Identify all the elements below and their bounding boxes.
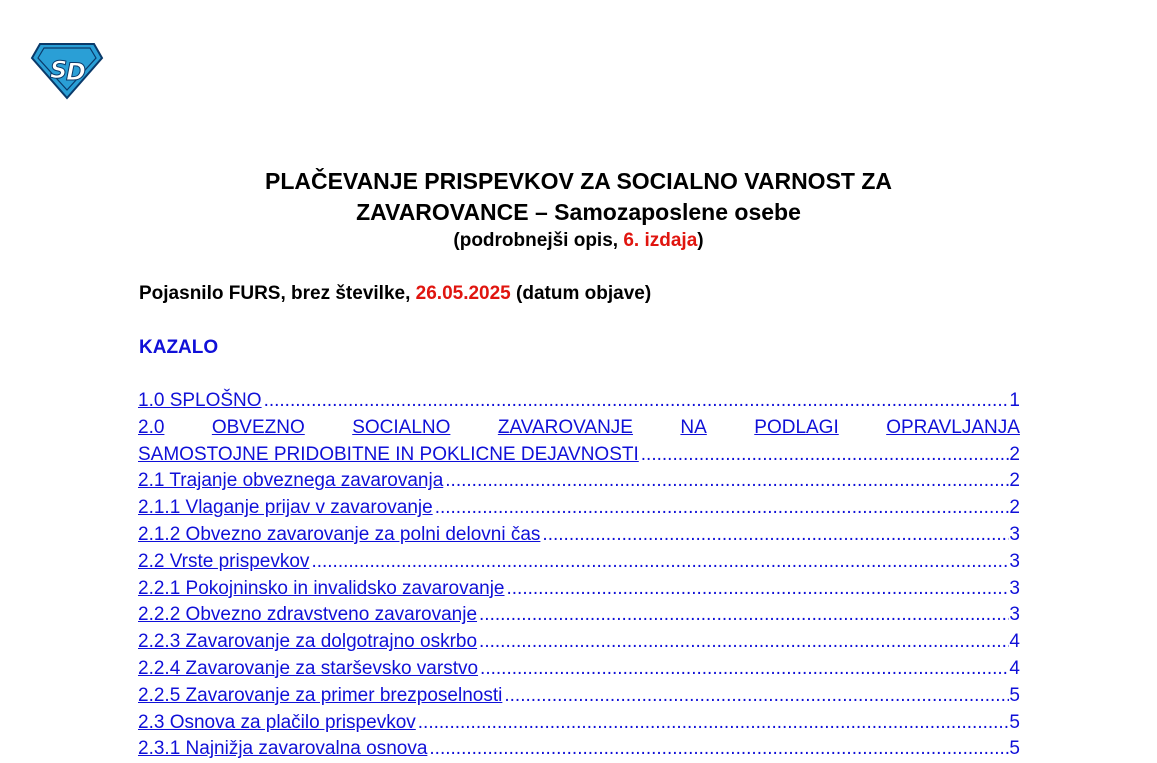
- toc-entry[interactable]: [138, 549, 1020, 576]
- toc-link[interactable]: SAMOSTOJNE PRIDOBITNE IN POKLICNE DEJAVNOSTI: [138, 443, 639, 465]
- toc-page-number: 2: [1009, 470, 1020, 492]
- toc-leader-dots: [507, 576, 1010, 603]
- logo-icon: [30, 40, 104, 100]
- toc-page-number: 4: [1009, 631, 1020, 653]
- toc-page-number: 3: [1009, 550, 1020, 572]
- toc-page-number: 1: [1009, 390, 1020, 411]
- toc-page-number: 5: [1009, 738, 1020, 760]
- toc-link[interactable]: 2.1.2 Obvezno zavarovanje za polni delovni čas: [138, 523, 541, 545]
- toc-word[interactable]: PODLAGI: [754, 416, 839, 438]
- toc-leader-dots: [445, 468, 1009, 495]
- toc-leader-dots: [429, 736, 1009, 763]
- toc-leader-dots: [641, 442, 1010, 469]
- toc-link[interactable]: 2.1.1 Vlaganje prijav v zavarovanje: [138, 497, 433, 519]
- toc-link[interactable]: 2.3 Osnova za plačilo prispevkov: [138, 711, 416, 733]
- toc-heading: KAZALO: [139, 337, 219, 358]
- toc-page-number: 3: [1009, 523, 1020, 545]
- toc-entry[interactable]: [138, 656, 1020, 683]
- svg-text:D: D: [66, 58, 86, 86]
- toc-link[interactable]: 2.2.3 Zavarovanje za dolgotrajno oskrbo: [138, 631, 478, 653]
- toc-link[interactable]: 2.1 Trajanje obveznega zavarovanja: [138, 470, 444, 492]
- table-of-contents: [138, 388, 1020, 763]
- toc-leader-dots: [264, 388, 1010, 415]
- toc-page-number: 3: [1009, 604, 1020, 626]
- sd-diamond-logo: [30, 40, 104, 100]
- toc-entry[interactable]: [138, 495, 1020, 522]
- toc-leader-dots: [311, 549, 1009, 576]
- toc-entry[interactable]: [138, 522, 1020, 549]
- toc-leader-dots: [479, 629, 1009, 656]
- toc-link[interactable]: 2.2.5 Zavarovanje za primer brezposelnosti: [138, 684, 503, 706]
- svg-text:S: S: [50, 56, 68, 84]
- toc-link[interactable]: 2.2 Vrste prispevkov: [138, 550, 310, 572]
- toc-word[interactable]: OPRAVLJANJA: [886, 416, 1020, 438]
- toc-page-number: 5: [1009, 684, 1020, 706]
- source-prefix: Pojasnilo FURS, brez številke,: [139, 283, 416, 304]
- toc-entry[interactable]: [138, 736, 1020, 763]
- toc-entry[interactable]: [138, 576, 1020, 603]
- subtitle-prefix: (podrobnejši opis,: [453, 230, 624, 251]
- toc-entry[interactable]: [138, 629, 1020, 656]
- toc-word[interactable]: NA: [680, 416, 707, 438]
- toc-entry-2-0-line-2[interactable]: [138, 442, 1020, 469]
- toc-entry[interactable]: [138, 683, 1020, 710]
- toc-link[interactable]: 2.2.2 Obvezno zdravstveno zavarovanje: [138, 604, 478, 626]
- toc-entry-2-0-line-1[interactable]: [138, 415, 1020, 442]
- toc-link[interactable]: 2.2.1 Pokojninsko in invalidsko zavarovanje: [138, 577, 505, 599]
- toc-page-number: 5: [1009, 711, 1020, 733]
- toc-page-number: 2: [1009, 497, 1020, 519]
- toc-leader-dots: [504, 683, 1009, 710]
- toc-page-number: 4: [1009, 657, 1020, 679]
- toc-word[interactable]: OBVEZNO: [211, 416, 305, 438]
- toc-page-number: 2: [1009, 443, 1020, 465]
- source-line: [139, 281, 651, 307]
- toc-leader-dots: [542, 522, 1009, 549]
- edition-label: 6. izdaja: [623, 230, 698, 251]
- subtitle-suffix: ): [697, 230, 704, 251]
- toc-entry[interactable]: [138, 710, 1020, 737]
- toc-leader-dots: [418, 710, 1010, 737]
- toc-leader-dots: [480, 656, 1009, 683]
- document-title-line-1: PLAČEVANJE PRISPEVKOV ZA SOCIALNO VARNOST ZA: [264, 168, 893, 194]
- toc-word[interactable]: 2.0: [138, 416, 165, 438]
- document-subtitle: [0, 228, 1157, 254]
- toc-entry-1-0[interactable]: [138, 388, 1020, 415]
- document-title-line-2: ZAVAROVANCE – Samozaposlene osebe: [356, 199, 801, 225]
- toc-word[interactable]: ZAVAROVANJE: [497, 416, 633, 438]
- toc-entry[interactable]: [138, 468, 1020, 495]
- toc-leader-dots: [479, 602, 1009, 629]
- toc-link[interactable]: 1.0 SPLOŠNO: [138, 390, 262, 411]
- toc-link[interactable]: 2.3.1 Najnižja zavarovalna osnova: [138, 738, 428, 760]
- toc-word[interactable]: SOCIALNO: [352, 416, 451, 438]
- toc-entry[interactable]: [138, 602, 1020, 629]
- source-suffix: (datum objave): [510, 283, 652, 304]
- publication-date: 26.05.2025: [415, 283, 511, 304]
- toc-link[interactable]: 2.2.4 Zavarovanje za starševsko varstvo: [138, 657, 479, 679]
- toc-page-number: 3: [1009, 577, 1020, 599]
- toc-leader-dots: [435, 495, 1010, 522]
